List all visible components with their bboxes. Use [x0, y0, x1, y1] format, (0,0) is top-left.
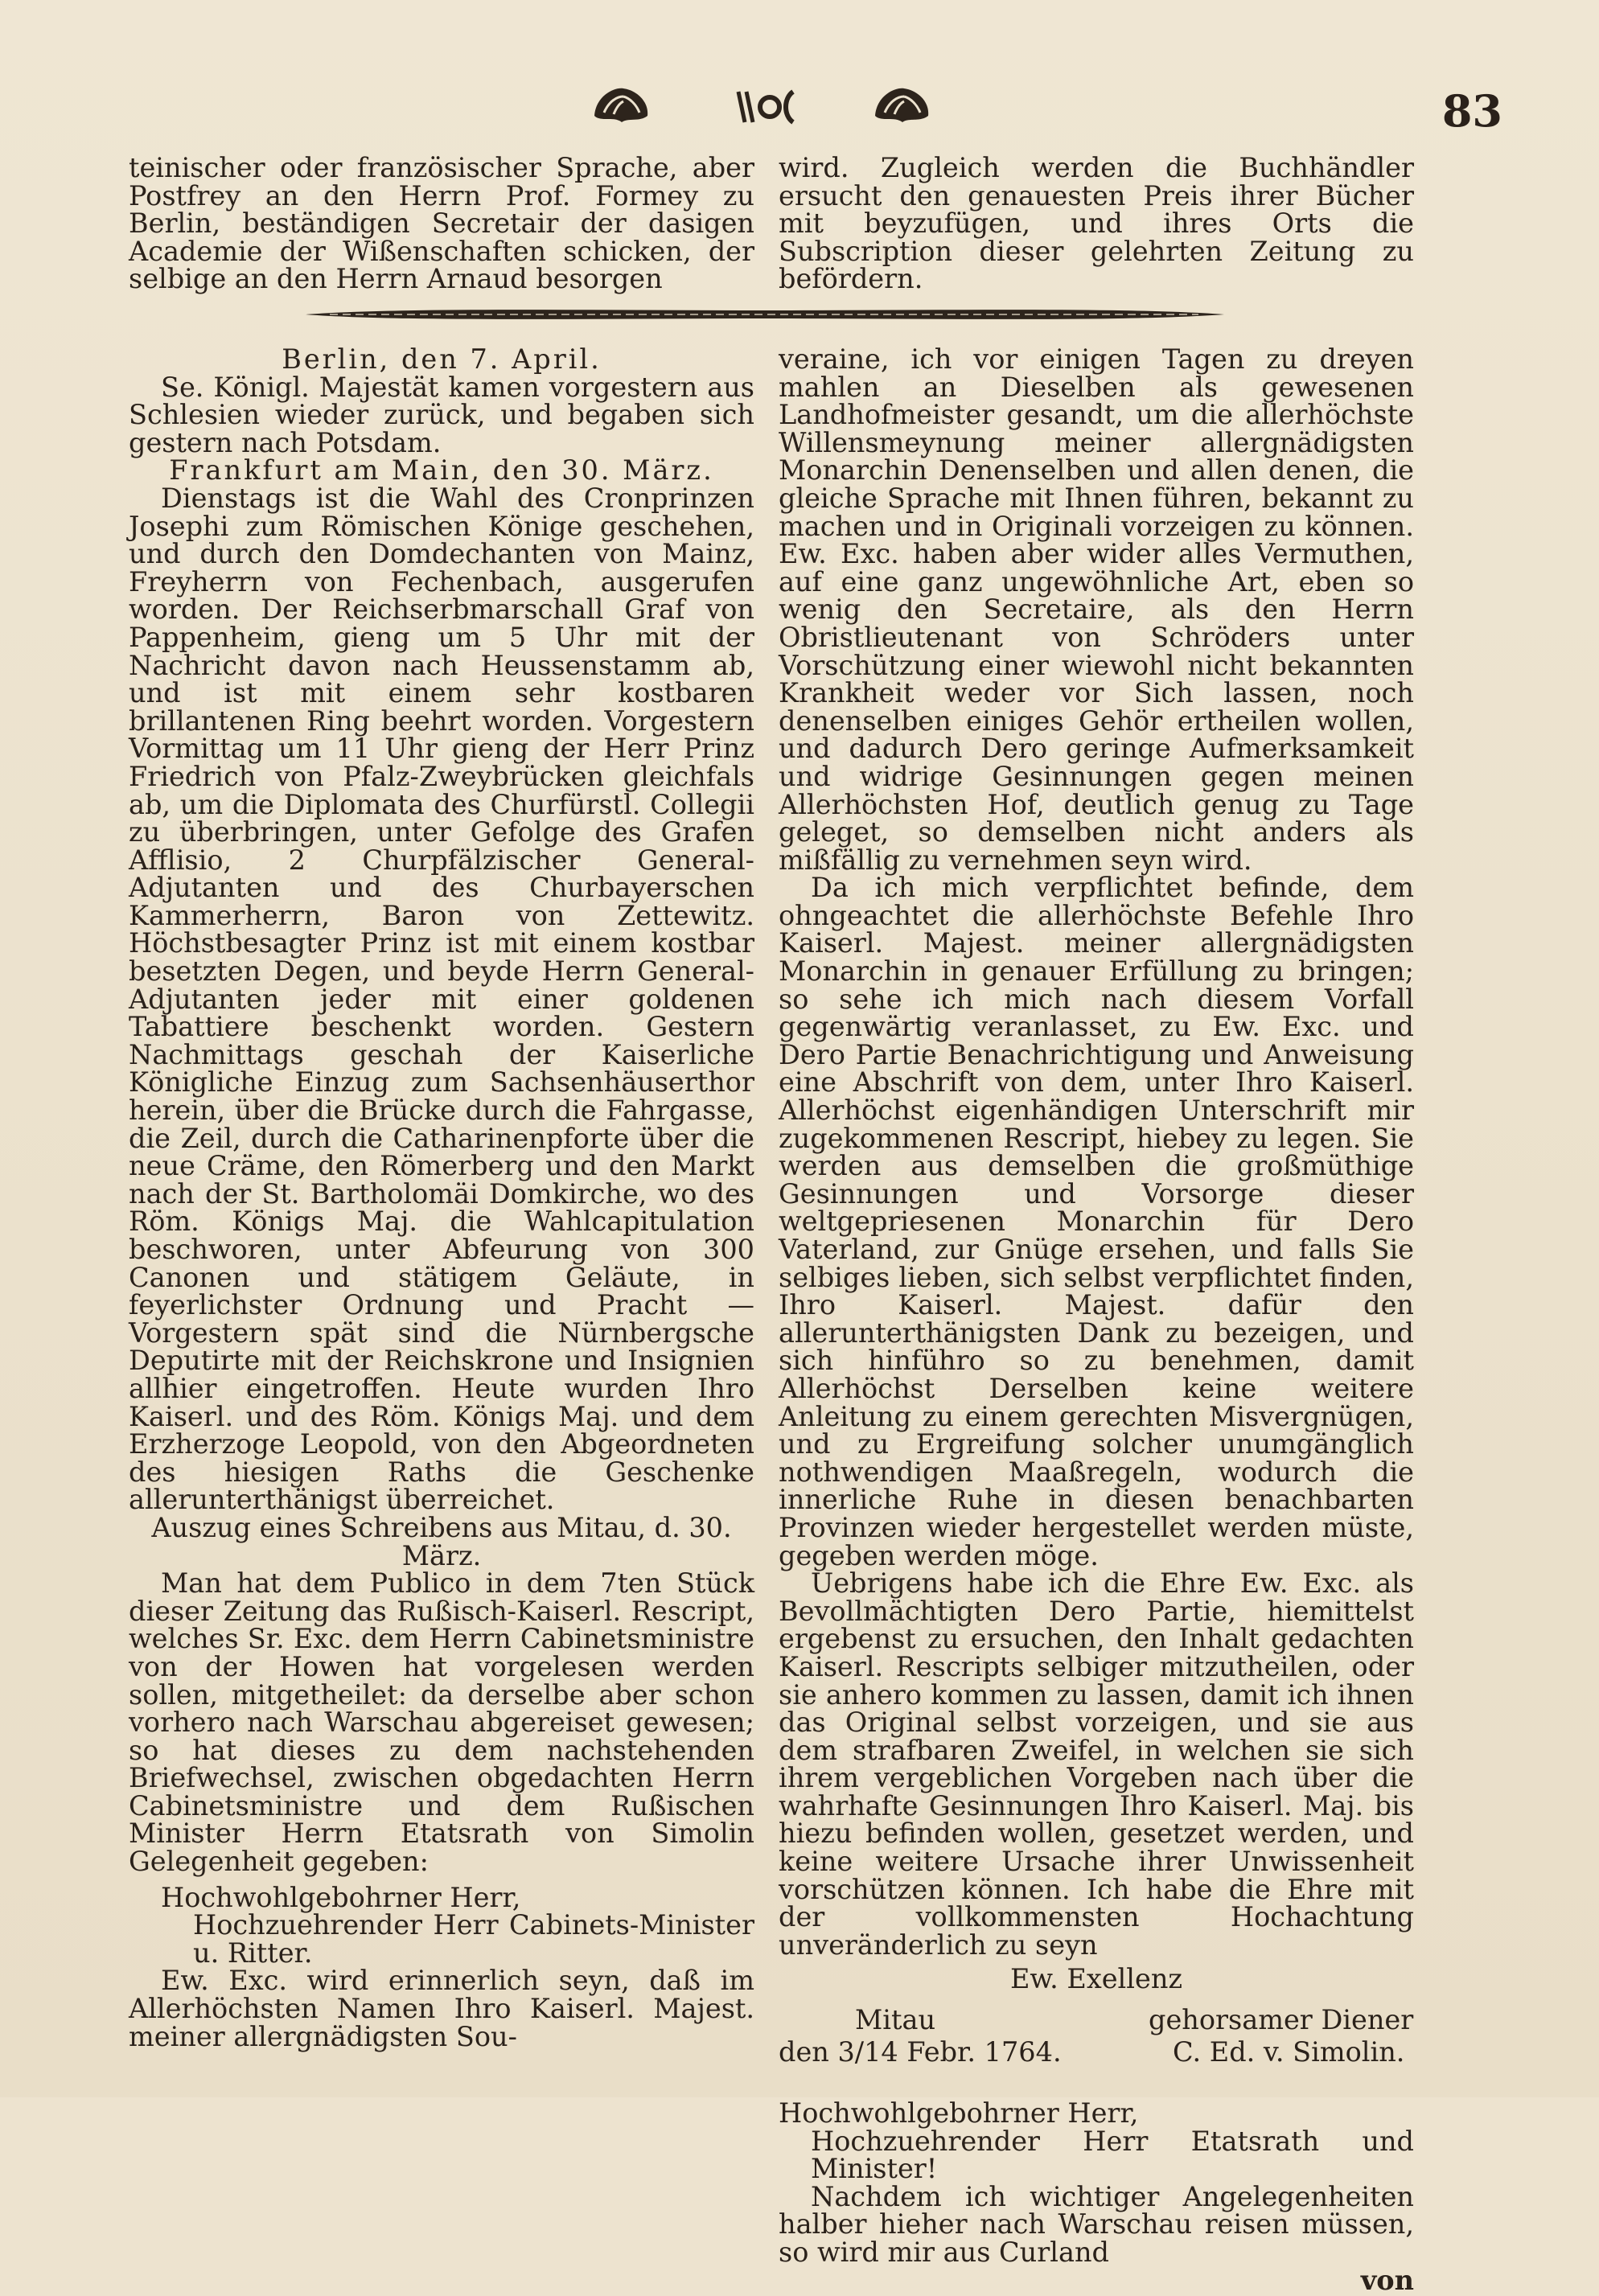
frankfurt-news: Dienstags ist die Wahl des Cronprinzen Josephi zum Römischen Könige geschehen, und durch den Domdechanten von Mainz, Freyherrn von Fechenbach, ausgerufen worden. Der Reichserbmarschall Graf von Pappenheim, gieng um 5 Uhr mit der Nachricht davon nach Heussenstamm ab, und ist mit einem sehr kostbaren brillantenen Ring beehrt worden. Vorgestern Vormittag um 11 Uhr gieng der Herr Prinz Friedrich von Pfalz-Zweybrücken gleichfals ab, um die Diplomata des Churfürstl. Collegii zu überbringen, unter Gefolge des Grafen Afflisio, 2 Churpfälzischer General-Adjutanten und des Churbayerschen Kammerherrn, Baron von Zettewitz. Höchstbesagter Prinz ist mit einem kostbar besetzten Degen, und beyde Herrn General-Adjutanten jeder mit einer goldenen Tabattiere beschenkt worden. Gestern Nachmittags geschah der Kaiserliche Königliche Einzug zum Sachsenhäuserthor herein, über die Brücke durch die Fahrgasse, die Zeil, durch die Catharinenpforte über die neue Cräme, den Römerberg und den Markt nach der St. Bartholomäi Domkirche, wo des Röm. Königs Maj. die Wahlcapitulation beschworen, unter Abfeurung von 300 Canonen und stätigem Geläute, in feyerlichster Ordnung und Pracht — Vorgestern spät sind die Nürnbergsche Deputirte mit der Reichskrone und Insignien allhier eingetroffen. Heute wurden Ihro Kaiserl. und des Röm. Königs Maj. und dem Erzherzoge Leopold, von den Abgeordneten des hiesigen Raths die Geschenke allerunterthänigst überreichet.: [129, 482, 754, 1516]
signature-block: [779, 1994, 1414, 2097]
top-right-column: [779, 154, 1414, 294]
mitau-dateline: Auszug eines Schreibens aus Mitau, d. 30. März.: [151, 1511, 732, 1571]
left-ornament-icon: [591, 84, 652, 129]
berlin-news: Se. Königl. Majestät kamen vorgestern aus Schlesien wieder zurück, und begaben sich gestern nach Potsdam.: [129, 371, 754, 458]
letter-date: den 3/14 Febr. 1764.: [779, 2036, 1062, 2068]
top-left-column: [129, 154, 754, 294]
continued-paragraph-right: wird. Zugleich werden die Buchhändler ersucht den genauesten Preis ihrer Bücher mit beyzufügen, und ihres Orts die Subscription dieser gelehrten Zeitung zu befördern.: [779, 152, 1414, 295]
signature-name: C. Ed. v. Simolin.: [1173, 2036, 1405, 2068]
letter-paragraph-1: veraine, ich vor einigen Tagen zu dreyen mahlen an Dieselben als gewesenen Landhofmeister gesandt, um die allerhöchste Willensmeynung meiner allergnädigsten Monarchin Denenselben und allen denen, die gleiche Sprache mit Ihnen führen, bekannt zu machen und in Originali vorzeigen zu können. Ew. Exc. haben aber wider alles Vermuthen, auf eine ganz ungewöhnliche Art, eben so wenig den Secretaire, als den Herrn Obristlieutenant von Schröders unter Vorschützung einer wiewohl nicht bekannten Krankheit weder vor Sich lassen, noch denenselben einiges Gehör ertheilen wollen, und dadurch Dero geringe Aufmerksamkeit und widrige Gesinnungen gegen meinen Allerhöchsten Hof, deutlich genug zu Tage geleget, so demselben nicht anders als mißfällig zu vernehmen seyn wird.: [779, 343, 1414, 876]
frankfurt-dateline: Frankfurt am Main, den 30. März.: [169, 454, 714, 487]
right-ornament-icon: [872, 84, 933, 129]
right-column: [779, 343, 1414, 2296]
servant-formula: gehorsamer Diener: [1149, 2004, 1414, 2036]
letter-place: Mitau: [855, 2004, 936, 2036]
mitau-news: Man hat dem Publico in dem 7ten Stück dieser Zeitung das Rußisch-Kaiserl. Rescript, welches Sr. Exc. dem Herrn Cabinetsministre von der Howen hat vorgelesen werden sollen, mitgetheilet: da derselbe aber schon vorhero nach Warschau abgereiset gewesen; so hat dieses zu dem nachstehenden Briefwechsel, zwischen obgedachten Herrn Cabinetsministre und dem Rußischen Minister Herrn Etatsrath von Simolin Gelegenheit gegeben:: [129, 1567, 754, 1878]
page-number: 83: [1441, 85, 1502, 137]
left-column: [129, 343, 754, 2052]
page-header: [129, 77, 1502, 150]
section-divider-rule: [306, 306, 1224, 323]
letter-salutation-line-2: Hochzuehrender Herr Cabinets-Minister u. Ritter.: [193, 1909, 754, 1969]
continued-paragraph-left: teinischer oder französischer Sprache, aber Postfrey an den Herrn Prof. Formey zu Berlin, beständigen Secretair der dasigen Academie der Wißenschaften schicken, der selbige an den Herrn Arnaud besorgen: [129, 152, 754, 295]
letter-closing: Ew. Exellenz: [1009, 1963, 1183, 1995]
reply-salutation-line-2: Hochzuehrender Herr Etatsrath und Minister!: [811, 2125, 1414, 2185]
letter-opening: Ew. Exc. wird erinnerlich seyn, daß im Allerhöchsten Namen Ihro Kaiserl. Majest. meiner allergnädigsten Sou-: [129, 1965, 754, 2052]
center-ornament-icon: [735, 87, 804, 127]
berlin-dateline: Berlin, den 7. April.: [282, 343, 602, 375]
letter-paragraph-3: Uebrigens habe ich die Ehre Ew. Exc. als Bevollmächtigten Dero Partie, hiemittelst ergebenst zu ersuchen, den Inhalt gedachten Kaiserl. Rescripts selbiger mitzutheilen, oder sie anhero kommen zu lassen, damit ich ihnen das Original selbst vorzeigen, und sie aus dem strafbaren Zweifel, in welchen sie sich ihrem vergeblichen Vorgeben nach über die wahrhafte Gesinnungen Ihro Kaiserl. Maj. bis hiezu befinden wollen, gesetzet werden, und keine weitere Ursache ihrer Unwissenheit vorschützen können. Ich habe die Ehre mit der vollkommensten Hochachtung unveränderlich zu seyn: [779, 1567, 1414, 1961]
letter-paragraph-2: Da ich mich verpflichtet befinde, dem ohngeachtet die allerhöchste Befehle Ihro Kaiserl. Majest. meiner allergnädigsten Monarchin in genauer Erfüllung zu bringen; so sehe ich mich nach diesem Vorfall gegenwärtig veranlasset, zu Ew. Exc. und Dero Partie Benachrichtigung und Anweisung eine Abschrift von dem, unter Ihro Kaiserl. Allerhöchst eigenhändigen Unterschrift mir zugekommenen Rescript, hiebey zu legen. Sie werden aus demselben die großmüthige Gesinnungen und Vorsorge dieser weltgepriesenen Monarchin für Dero Vaterland, zur Gnüge ersehen, und falls Sie selbiges lieben, sich selbst verpflichtet finden, Ihro Kaiserl. Majest. dafür den allerunterthänigsten Dank zu bezeigen, und sich hinführo so zu benehmen, damit Allerhöchst Derselben keine weitere Anleitung zu einem gerechten Misvergnügen, und zu Ergreifung solcher unumgänglich nothwendigen Maaßregeln, wodurch die innerliche Ruhe in diesen benachbarten Provinzen wieder hergestellet werden müste, gegeben werden möge.: [779, 872, 1414, 1571]
reply-opening: Nachdem ich wichtiger Angelegenheiten halber hieher nach Warschau reisen müssen, so wird mir aus Curland: [779, 2180, 1414, 2268]
letter-salutation-line-1: Hochwohlgebohrner Herr,: [161, 1881, 521, 1913]
reply-salutation-line-1: Hochwohlgebohrner Herr,: [779, 2097, 1139, 2130]
catchword: von: [1360, 2264, 1414, 2296]
